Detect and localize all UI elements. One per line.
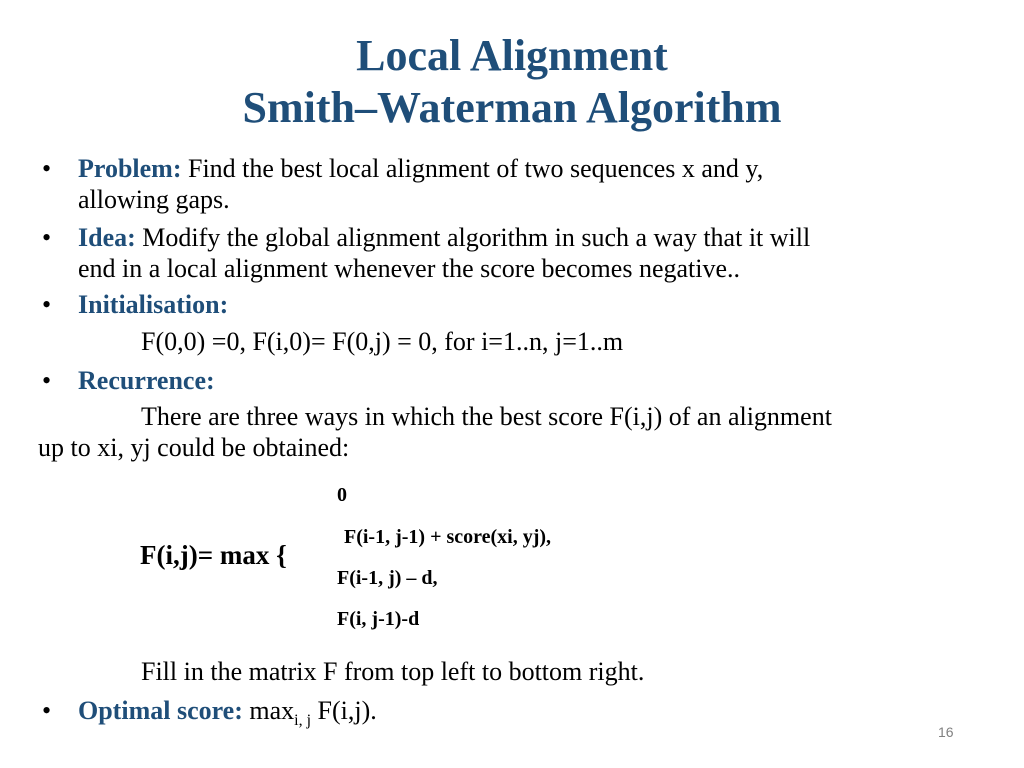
bullet-marker: • xyxy=(42,696,52,725)
bullet-marker: • xyxy=(42,223,52,252)
bullet-marker: • xyxy=(42,290,52,319)
optimal-subscript: i, j xyxy=(294,712,312,730)
problem-keyword: Problem: xyxy=(78,154,182,183)
title-line-1: Local Alignment xyxy=(356,31,668,80)
recurrence-line-1: There are three ways in which the best score F(i,j) of an alignment xyxy=(141,402,832,431)
slide-number: 16 xyxy=(938,724,954,740)
problem-line-2: allowing gaps. xyxy=(78,185,230,214)
optimal-suffix: F(i,j). xyxy=(311,696,377,725)
idea-line-1: Modify the global alignment algorithm in such a way that it will xyxy=(135,223,811,252)
recurrence-keyword: Recurrence: xyxy=(78,366,215,395)
formula-case-up: F(i-1, j) – d, xyxy=(337,567,438,589)
fill-instruction: Fill in the matrix F from top left to bottom right. xyxy=(141,657,645,686)
formula-lhs: F(i,j)= max { xyxy=(140,540,287,570)
bullet-idea-text xyxy=(78,222,810,253)
initialisation-keyword: Initialisation: xyxy=(78,290,229,319)
idea-keyword: Idea: xyxy=(78,223,136,252)
formula-case-left: F(i, j-1)-d xyxy=(337,608,420,630)
formula-case-diagonal: F(i-1, j-1) + score(xi, yj), xyxy=(344,526,552,548)
recurrence-line-2: up to xi, yj could be obtained: xyxy=(38,433,350,462)
slide-title xyxy=(0,30,1024,134)
optimal-keyword: Optimal score: xyxy=(78,696,243,725)
formula-case-zero: 0 xyxy=(337,484,347,506)
bullet-problem-text xyxy=(78,153,763,184)
problem-line-1: Find the best local alignment of two sequences x and y, xyxy=(181,154,764,183)
optimal-max: max xyxy=(242,696,295,725)
bullet-marker: • xyxy=(42,154,52,183)
idea-line-2: end in a local alignment whenever the score becomes negative.. xyxy=(78,254,741,283)
title-line-2: Smith–Waterman Algorithm xyxy=(242,83,782,132)
initialisation-formula: F(0,0) =0, F(i,0)= F(0,j) = 0, for i=1..n, j=1..m xyxy=(141,327,624,356)
optimal-score-text xyxy=(78,695,377,736)
bullet-marker: • xyxy=(42,366,52,395)
